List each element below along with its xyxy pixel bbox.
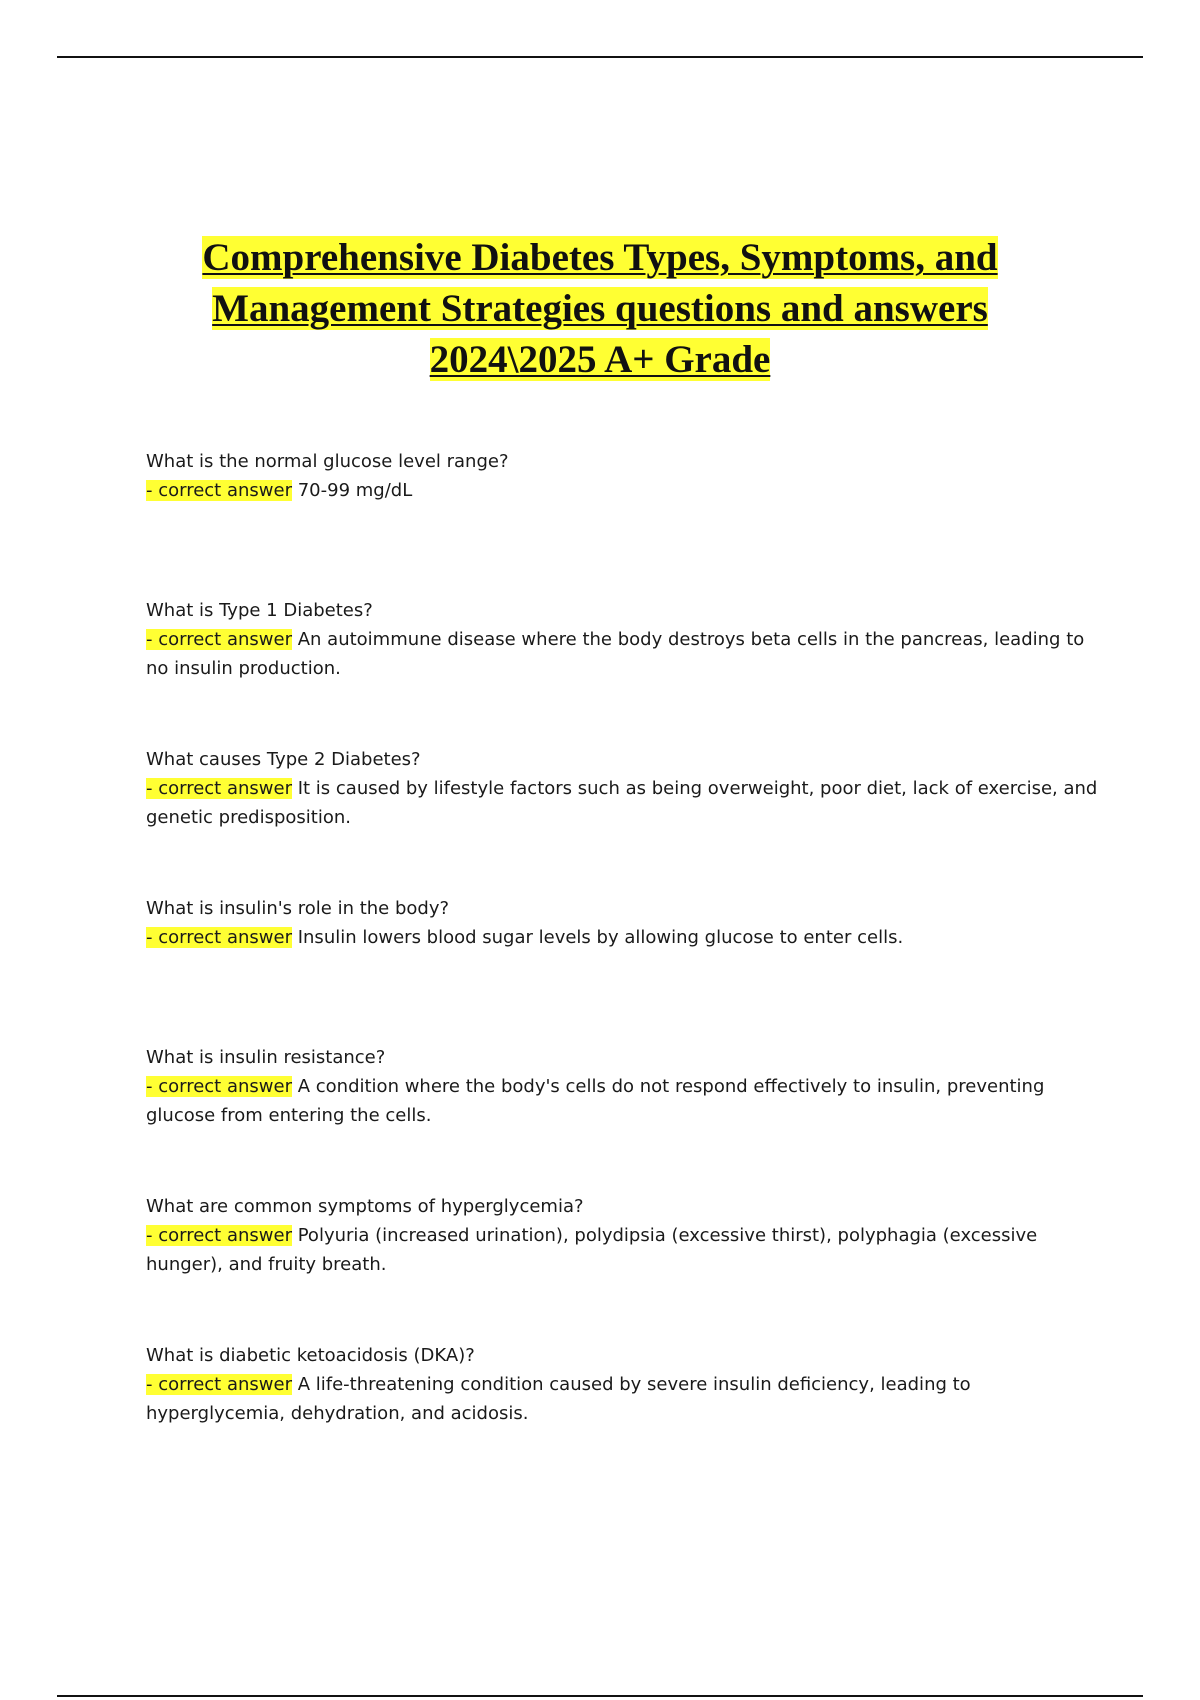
- correct-answer-tag: - correct answer: [146, 1076, 292, 1097]
- answer-body: An autoimmune disease where the body destroys beta cells in the pancreas, leading to no insulin production.: [146, 629, 1085, 679]
- qa-item: [146, 1341, 1106, 1428]
- title-line-3: 2024\2025 A+ Grade: [429, 338, 771, 381]
- qa-item: [146, 1192, 1106, 1279]
- bottom-rule: [57, 1695, 1143, 1697]
- answer-text: [146, 1072, 1106, 1130]
- correct-answer-tag: - correct answer: [146, 1374, 292, 1395]
- qa-item: [146, 1043, 1106, 1130]
- answer-body: 70-99 mg/dL: [297, 480, 413, 501]
- question-text: What is insulin's role in the body?: [146, 898, 450, 919]
- correct-answer-tag: - correct answer: [146, 480, 292, 501]
- question-text: What are common symptoms of hyperglycemia?: [146, 1196, 584, 1217]
- answer-body: A condition where the body's cells do not respond effectively to insulin, preventing glucose from entering the cells.: [146, 1076, 1045, 1126]
- answer-text: [146, 923, 1106, 952]
- qa-item: [146, 447, 1106, 505]
- question-text: What is the normal glucose level range?: [146, 451, 509, 472]
- correct-answer-tag: - correct answer: [146, 629, 292, 650]
- question-text: What is insulin resistance?: [146, 1047, 386, 1068]
- question-text: What is diabetic ketoacidosis (DKA)?: [146, 1345, 475, 1366]
- answer-body: A life-threatening condition caused by severe insulin deficiency, leading to hyperglycemia, dehydration, and acidosis.: [146, 1374, 971, 1424]
- answer-body: Polyuria (increased urination), polydipsia (excessive thirst), polyphagia (excessive hunger), and fruity breath.: [146, 1225, 1038, 1275]
- qa-list: [146, 447, 1106, 1428]
- answer-text: [146, 1221, 1106, 1279]
- answer-text: [146, 625, 1106, 683]
- qa-item: [146, 596, 1106, 683]
- answer-text: [146, 1370, 1106, 1428]
- question-text: What causes Type 2 Diabetes?: [146, 749, 421, 770]
- top-rule: [57, 56, 1143, 58]
- question-text: What is Type 1 Diabetes?: [146, 600, 373, 621]
- qa-item: [146, 894, 1106, 952]
- answer-text: [146, 476, 1106, 505]
- answer-text: [146, 774, 1106, 832]
- correct-answer-tag: - correct answer: [146, 1225, 292, 1246]
- document-title: [100, 232, 1100, 385]
- correct-answer-tag: - correct answer: [146, 778, 292, 799]
- title-line-1: Comprehensive Diabetes Types, Symptoms, and: [202, 236, 998, 279]
- qa-item: [146, 745, 1106, 832]
- answer-body: Insulin lowers blood sugar levels by allowing glucose to enter cells.: [297, 927, 904, 948]
- correct-answer-tag: - correct answer: [146, 927, 292, 948]
- title-line-2: Management Strategies questions and answers: [212, 287, 988, 330]
- answer-body: It is caused by lifestyle factors such as being overweight, poor diet, lack of exercise, and genetic predisposition.: [146, 778, 1098, 828]
